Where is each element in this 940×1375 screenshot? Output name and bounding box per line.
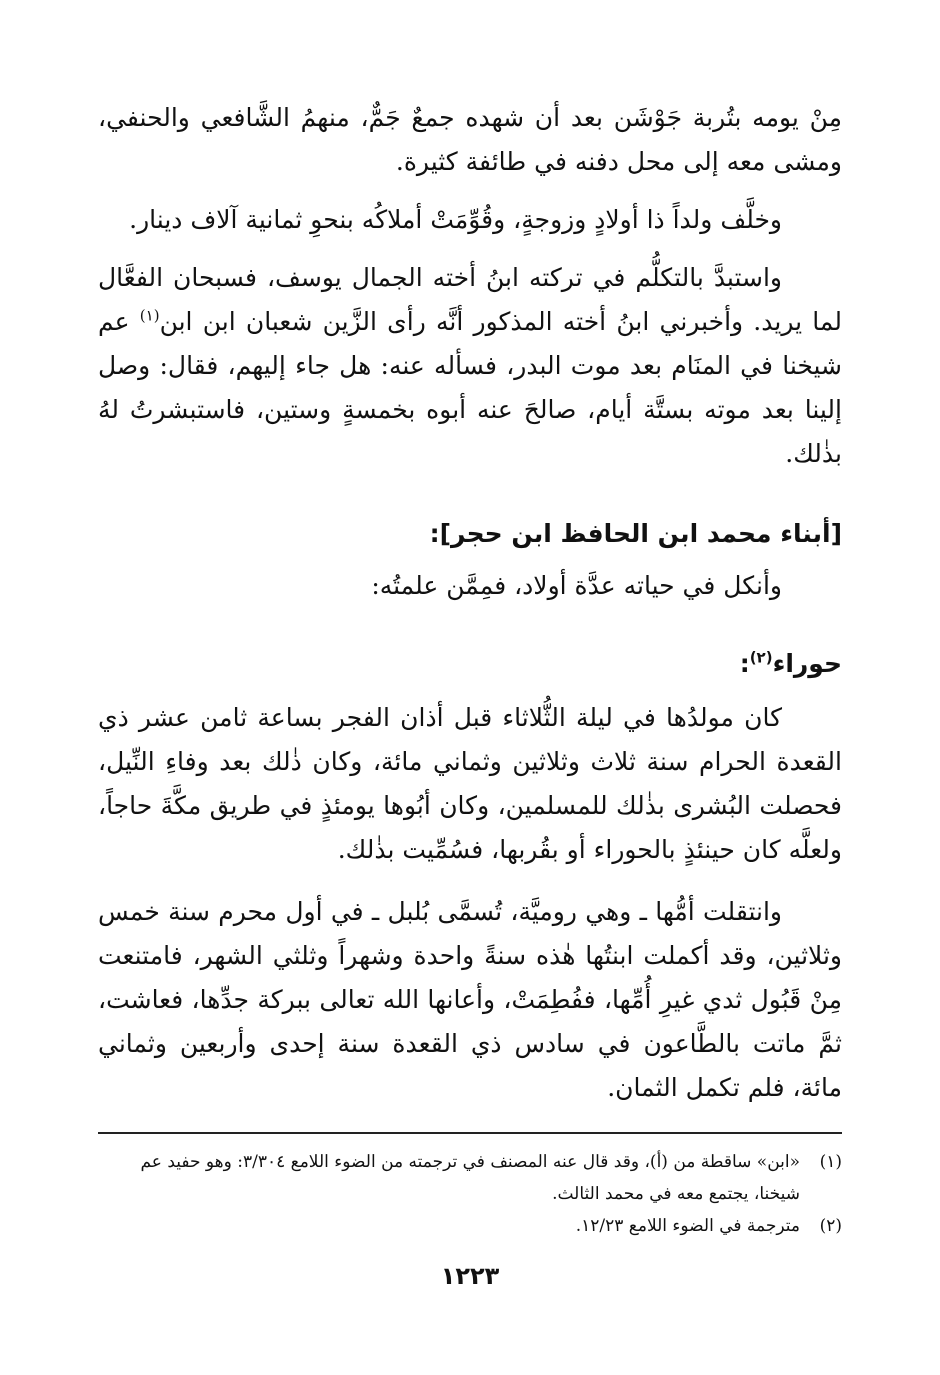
footnote-1-text: «ابن» ساقطة من (أ)، وقد قال عنه المصنف في ترجمته من الضوء اللامع ٣/٣٠٤: وهو حفيد عم شيخنا، يجتمع معه في محمد الثالث.	[140, 1152, 800, 1204]
paragraph-dream-text-b: عم شيخنا في المنَام بعد موت البدر، فسأله عنه: هل جاء إليهم، فقال: وصل إلينا بعد موته بستَّة أيام، صالحَ عنه أبوه بخمسةٍ وستين، فاستبشرتُ لهُ بذٰلك.	[98, 307, 842, 468]
footnote-1-number: (١)	[819, 1152, 842, 1172]
paragraph-birth: كان مولدُها في ليلة الثُّلاثاء قبل أذان الفجر بساعة ثامن عشر ذي القعدة الحرام سنة ثلاث وثلاثين وثماني مائة، وكان ذٰلك بعد وفاءِ النِّيل، فحصلت البُشرى بذٰلك للمسلمين، وكان أبُوها يومئذٍ في طريق مكَّةَ حاجاً، ولعلَّه كان حينئذٍ بالحوراء أو بقُربها، فسُمِّيت بذٰلك.	[98, 703, 842, 864]
paragraph-dream	[98, 256, 842, 476]
page-body	[98, 96, 842, 1110]
paragraph-death: وانتقلت أمُّها ـ وهي روميَّة، تُسمَّى بُلبل ـ في أول محرم سنة خمس وثلاثين، وقد أكملت ابنتُها هٰذه سنةً واحدة وشهراً وثلثي الشهر، فامتنعت مِنْ قَبُول ثدي غيرِ أُمِّها، ففُطِمَتْ، وأعانها الله تعالى ببركة جدِّها، فعاشت، ثمَّ ماتت بالطَّاعون في سادس ذي القعدة سنة إحدى وأربعين وثماني مائة، فلم تكمل الثمان.	[98, 897, 842, 1102]
entry-name: حوراء	[772, 649, 842, 678]
footnote-separator	[98, 1132, 842, 1134]
entry-heading-colon: :	[739, 649, 750, 678]
paragraph-inheritance: وخلَّف ولداً ذا أولادٍ وزوجةٍ، وقُوِّمَتْ أملاكُه بنحوِ ثمانية آلاف دينار.	[129, 205, 782, 234]
footnote-1	[98, 1146, 842, 1210]
paragraph-burial: مِنْ يومه بتُربة جَوْشَن بعد أن شهده جمعٌ جَمٌّ، منهمُ الشَّافعي والحنفي، ومشى معه إلى محل دفنه في طائفة كثيرة.	[98, 103, 842, 176]
footnote-2-text: مترجمة في الضوء اللامع ١٢/٢٣.	[575, 1216, 800, 1236]
footnote-ref-1: (١)	[139, 306, 160, 325]
footnote-2	[98, 1210, 842, 1242]
entry-heading	[98, 644, 842, 684]
section-heading: [أبناء محمد ابن الحافظ ابن حجر]:	[429, 519, 842, 548]
footnote-2-number: (٢)	[819, 1216, 842, 1236]
section-intro: وأنكل في حياته عدَّة أولاد، فمِمَّن علمتُه:	[371, 571, 782, 600]
footnotes	[98, 1146, 842, 1242]
footnote-ref-2: (٢)	[749, 648, 773, 667]
page-number: ١٢٢٣	[440, 1262, 500, 1290]
paragraph-dream-text-a: واستبدَّ بالتكلُّم في تركته ابنُ أخته الجمال يوسف، فسبحان الفعَّال لما يريد. وأخبرني ابنُ أخته المذكور أنَّه رأى الزَّين شعبان ابن ابن	[98, 263, 842, 336]
